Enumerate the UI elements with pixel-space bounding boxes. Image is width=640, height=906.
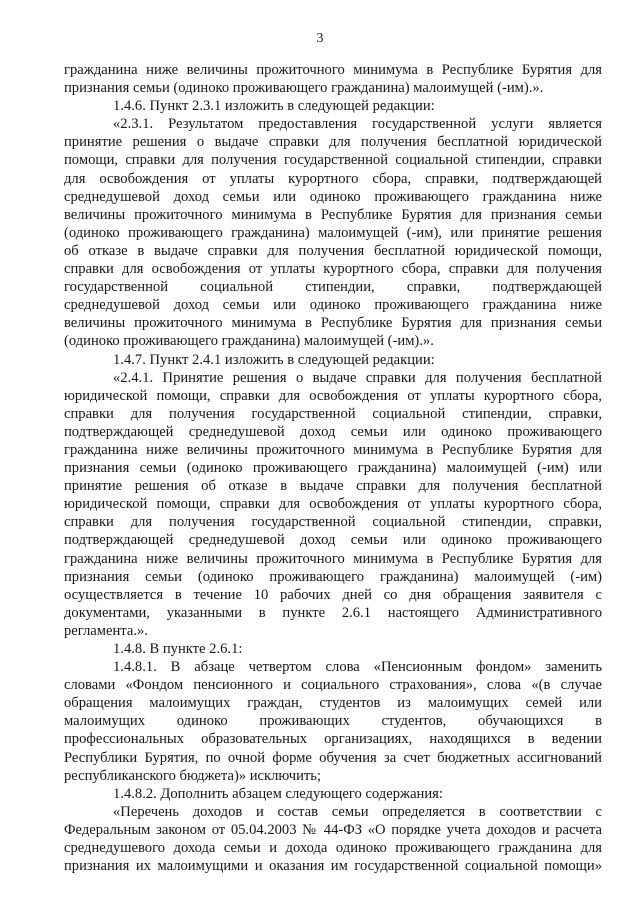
text-line: республиканского бюджета)» исключить; <box>64 767 321 784</box>
text-line: 1.4.8. В пункте 2.6.1: <box>113 641 243 657</box>
text-line: об отказе в выдаче справки для получения бесплатной юридической помощи, <box>64 242 602 259</box>
text-line: государственной социальной стипендии, справки, подтверждающей <box>64 279 602 296</box>
text-line: признания семьи (одиноко проживающего гражданина) малоимущей (-им) или <box>64 460 602 477</box>
text-line: признания их малоимущими и оказания им государственной социальной помощи» <box>64 858 602 875</box>
text-line: 1.4.8.2. Дополнить абзацем следующего содержания: <box>113 785 443 802</box>
text-line: 1.4.6. Пункт 2.3.1 изложить в следующей редакции: <box>113 98 435 115</box>
text-line: (одиноко проживающего гражданина) малоимущей (-им).». <box>64 333 434 350</box>
text-line: «2.4.1. Принятие решения о выдаче справки для получения бесплатной <box>113 369 602 386</box>
text-line: 1.4.7. Пункт 2.4.1 изложить в следующей редакции: <box>113 351 435 368</box>
text-line: 1.4.8.1. В абзаце четвертом слова «Пенсионным фондом» заменить <box>113 659 602 676</box>
text-line: юридической помощи, справки для освобождения от уплаты курортного сбора, <box>64 387 602 404</box>
text-line: словами «Фондом пенсионного и социального страхования», слова «(в случае <box>64 677 602 694</box>
text-line: признания семьи (одиноко проживающего гражданина) малоимущей (-им) <box>64 568 602 585</box>
text-line: среднедушевой доход семьи или одиноко проживающего гражданина ниже <box>64 188 602 205</box>
text-line: помощи, справки для получения государственной социальной стипендии, справки <box>64 152 602 169</box>
text-line: принятие решения о выдаче справки для получения бесплатной юридической <box>64 134 602 151</box>
text-line: Республики Бурятия, по очной форме обучения за счет бюджетных ассигнований <box>64 749 602 766</box>
text-line: справки для освобождения от уплаты курортного сбора, справки для получения <box>64 261 602 278</box>
text-line: профессиональных образовательных организациях, находящихся в ведении <box>64 731 602 748</box>
text-line: малоимущих одиноко проживающих студентов, обучающихся в <box>64 713 602 730</box>
text-line: «Перечень доходов и состав семьи определяется в соответствии с <box>113 803 602 820</box>
text-line: (одиноко проживающего гражданина) малоимущей (-им), или принятие решения <box>64 224 602 241</box>
text-line: подтверждающей среднедушевой доход семьи или одиноко проживающего <box>64 532 602 549</box>
text-line: справки для получения государственной социальной стипендии, справки, <box>64 514 602 531</box>
text-line: «2.3.1. Результатом предоставления государственной услуги является <box>113 116 602 133</box>
text-line: величины прожиточного минимума в Республике Бурятия для признания семьи <box>64 315 602 332</box>
text-line: принятие решения об отказе в выдаче справки для получения бесплатной <box>64 478 602 495</box>
document-body <box>64 61 602 875</box>
text-line: осуществляется в течение 10 рабочих дней со дня обращения заявителя с <box>64 586 602 603</box>
text-line: величины прожиточного минимума в Республике Бурятия для признания семьи <box>64 206 602 223</box>
text-line: среднедушевого дохода семьи и дохода одиноко проживающего гражданина для <box>64 840 602 857</box>
text-line: гражданина ниже величины прожиточного минимума в Республике Бурятия для <box>64 550 602 567</box>
text-line: среднедушевой доход семьи или одиноко проживающего гражданина ниже <box>64 297 602 314</box>
text-line: регламента.». <box>64 622 148 639</box>
text-line: подтверждающей среднедушевой доход семьи или одиноко проживающего <box>64 423 602 440</box>
text-line: гражданина ниже величины прожиточного минимума в Республике Бурятия для <box>64 62 602 78</box>
text-line: для освобождения от уплаты курортного сбора, справки, подтверждающей <box>64 170 602 187</box>
text-line: Федеральным законом от 05.04.2003 № 44-ФЗ «О порядке учета доходов и расчета <box>64 821 602 838</box>
text-line: справки для получения государственной социальной стипендии, справки, <box>64 405 602 422</box>
text-line: обращения малоимущих граждан, студентов из малоимущих семей или <box>64 695 602 712</box>
text-line: юридической помощи, справки для освобождения от уплаты курортного сбора, <box>64 496 602 513</box>
text-line: документами, указанными в пункте 2.6.1 настоящего Административного <box>64 604 602 621</box>
page-number: 3 <box>316 31 324 46</box>
text-line: признания семьи (одиноко проживающего гражданина) малоимущей (-им).». <box>64 80 544 97</box>
text-line: гражданина ниже величины прожиточного минимума в Республике Бурятия для <box>64 441 602 458</box>
